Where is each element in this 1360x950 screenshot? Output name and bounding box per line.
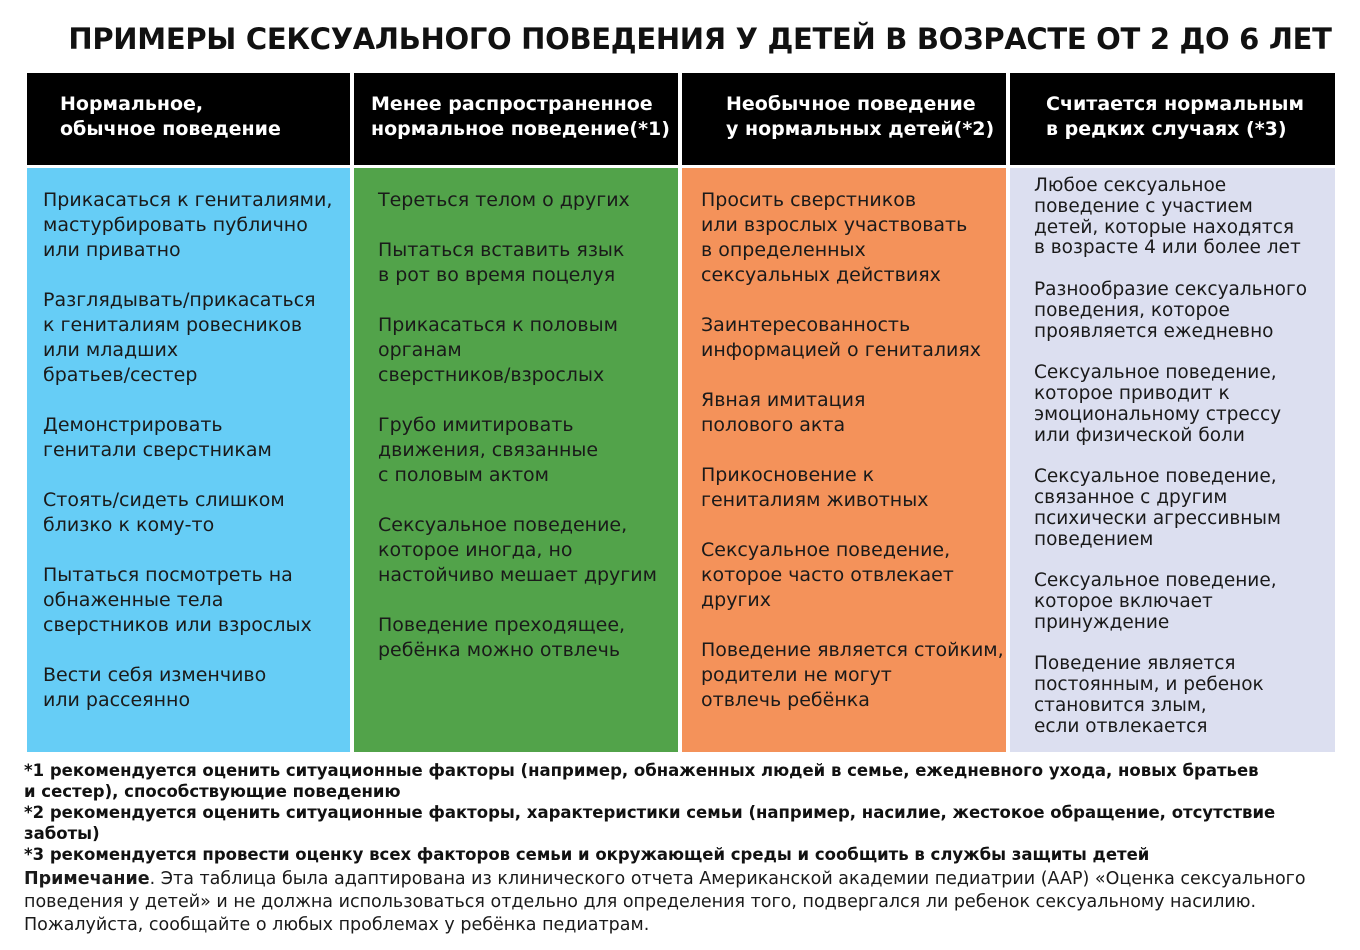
column-body-unusual (682, 168, 1006, 752)
list-item: Сексуальное поведение, которое включает принуждение (1034, 570, 1277, 633)
list-item: Сексуальное поведение, связанное с другим психически агрессивным поведением (1034, 466, 1281, 550)
column-body-rarely-normal (1010, 168, 1335, 752)
column-header-less-common: Менее распространенное нормальное поведение(*1) (354, 73, 678, 165)
list-item: Прикасаться к гениталиями, мастурбировать публично или приватно (43, 189, 333, 261)
list-item: Прикосновение к гениталиям животных (701, 464, 929, 511)
list-item: Разнообразие сексуального поведения, которое проявляется ежедневно (1034, 278, 1308, 342)
list-item: Сексуальное поведение, которое иногда, но настойчиво мешает другим (378, 514, 657, 586)
footnotes (24, 760, 1354, 865)
footnote-1: *1 рекомендуется оценить ситуационные факторы (например, обнаженных людей в семье, ежедневного ухода, новых братьев и сестер), способствующие поведению (24, 761, 1259, 801)
list-item: Явная имитация полового акта (701, 389, 866, 436)
list-item: Грубо имитировать движения, связанные с половым актом (378, 414, 599, 486)
list-item: Демонстрировать генитали сверстникам (43, 414, 272, 461)
list-item: Разглядывать/прикасаться к гениталиям ровесников или младших братьев/сестер (43, 289, 316, 386)
list-item: Тереться телом о других (378, 189, 630, 211)
list-item: Пытаться вставить язык в рот во время поцелуя (378, 239, 625, 286)
list-item: Поведение преходящее, ребёнка можно отвлечь (378, 614, 626, 661)
column-header-unusual: Необычное поведение у нормальных детей(*2) (682, 73, 1006, 165)
list-item: Поведение является стойким, родители не могут отвлечь ребёнка (701, 639, 1004, 711)
footnote-3: *3 рекомендуется провести оценку всех факторов семьи и окружающей среды и сообщить в службы защиты детей (24, 845, 1150, 864)
column-header-rarely-normal: Считается нормальным в редких случаях (*3) (1010, 73, 1335, 165)
column-body-normal (27, 168, 350, 752)
list-item: Пытаться посмотреть на обнаженные тела сверстников или взрослых (43, 564, 312, 636)
list-item: Прикасаться к половым органам сверстников/взрослых (378, 314, 618, 386)
column-header-normal: Нормальное, обычное поведение (27, 73, 350, 165)
list-item: Просить сверстников или взрослых участвовать в определенных сексуальных действиях (701, 189, 968, 286)
list-item: Сексуальное поведение, которое часто отвлекает других (701, 539, 954, 611)
list-item: Поведение является постоянным, и ребенок становится злым, если отвлекается (1034, 653, 1264, 737)
remark-label: Примечание (24, 869, 150, 889)
page-title: ПРИМЕРЫ СЕКСУАЛЬНОГО ПОВЕДЕНИЯ У ДЕТЕЙ В ВОЗРАСТЕ ОТ 2 ДО 6 ЛЕТ (68, 22, 1332, 56)
list-item: Любое сексуальное поведение с участием детей, которые находятся в возрасте 4 или более лет (1034, 175, 1301, 259)
list-item: Стоять/сидеть слишком близко к кому-то (43, 489, 285, 536)
remark (24, 868, 1344, 937)
column-body-less-common (354, 168, 678, 752)
list-item: Вести себя изменчиво или рассеянно (43, 664, 267, 711)
list-item: Сексуальное поведение, которое приводит к эмоциональному стрессу или физической боли (1034, 362, 1282, 446)
footnote-2: *2 рекомендуется оценить ситуационные факторы, характеристики семьи (например, насилие, жестокое обращение, отсутствие заботы) (24, 803, 1276, 843)
remark-text: . Эта таблица была адаптирована из клинического отчета Американской академии педиатрии (AAP) «Оценка сексуального поведения у детей» и не должна использоваться отдельно для определения того, подвергался ли ребенок сексуальному насилию. Пожалуйста, сообщайте о любых проблемах у ребёнка педиатрам. (24, 869, 1306, 935)
list-item: Заинтересованность информацией о гениталиях (701, 314, 982, 361)
